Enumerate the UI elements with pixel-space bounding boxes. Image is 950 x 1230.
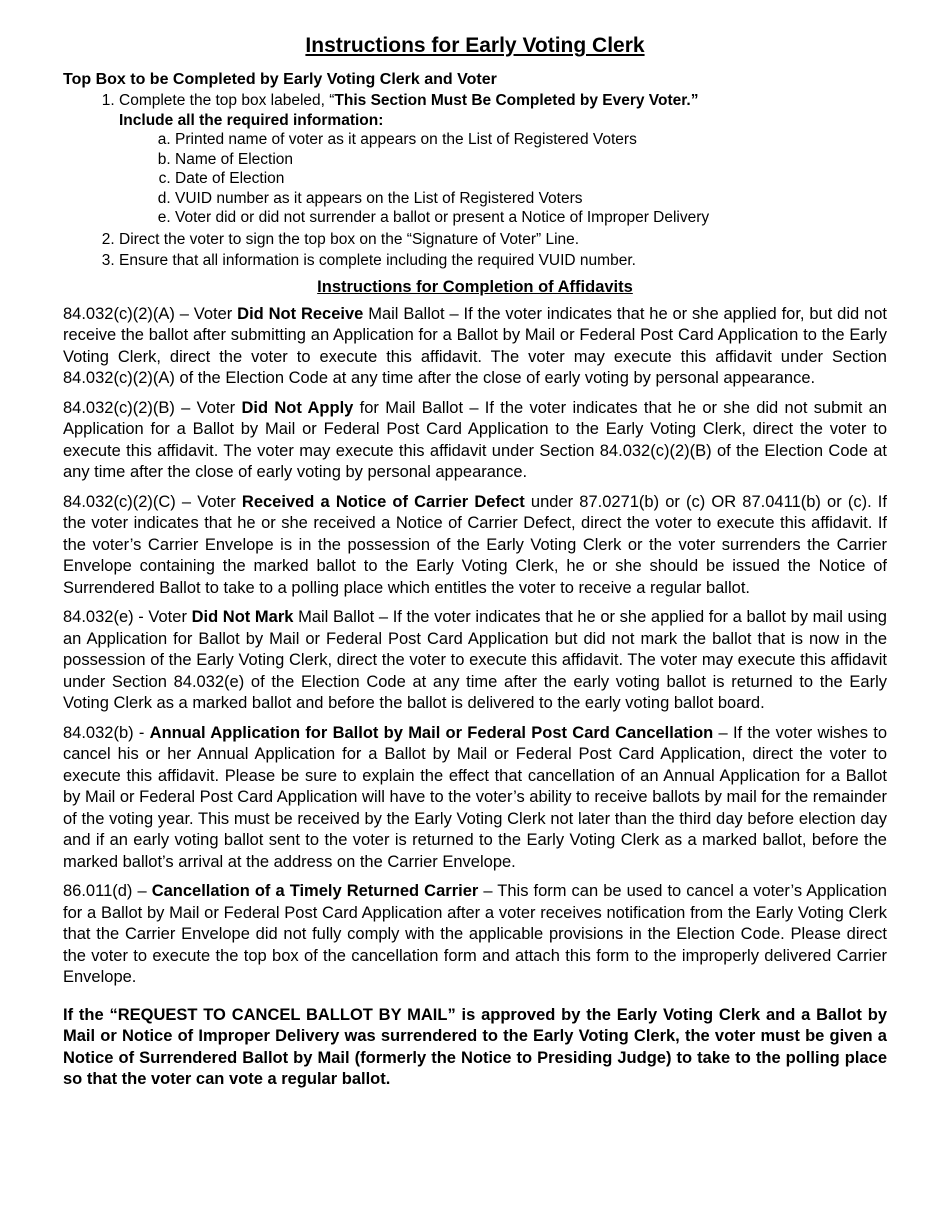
affidavit-code: 86.011(d) – bbox=[63, 882, 152, 900]
affidavits-heading: Instructions for Completion of Affidavits bbox=[317, 277, 633, 296]
affidavit-paragraph-annual-cancellation bbox=[63, 723, 887, 874]
affidavit-title: Did Not Receive bbox=[237, 304, 364, 323]
affidavit-title: Did Not Apply bbox=[241, 398, 354, 417]
affidavit-paragraph-timely-returned-carrier bbox=[63, 881, 887, 989]
top-box-steps bbox=[63, 91, 887, 271]
instruction-page bbox=[63, 32, 887, 1091]
affidavit-body: under 87.0271(b) or (c) OR 87.0411(b) or (c). If the voter indicates that he or she received a Notice of Carrier Defect, direct the voter to execute this affidavit. If the voter’s Carrier Envelope is in the possession of the Early Voting Clerk or the voter surrenders the Carrier Envelope containing the marked ballot to the Early Voting Clerk, he or she should be issued the Notice of Surrendered Ballot to take to a polling place which entitles the voter to receive a regular ballot. bbox=[63, 492, 887, 597]
affidavit-code: 84.032(e) - Voter bbox=[63, 608, 192, 626]
affidavit-body: – This form can be used to cancel a voter’s Application for a Ballot by Mail or Federal Post Card Application after a voter receives notification from the Early Voting Clerk that the Carrier Envelope did not fully comply with the applicable provisions in the Election Code. Please direct the voter to execute the top box of the cancellation form and attach this form to the improperly delivered Carrier Envelope. bbox=[63, 882, 887, 986]
step-1-bold-text: This Section Must Be Completed by Every Voter.” bbox=[334, 92, 699, 109]
affidavit-title: Annual Application for Ballot by Mail or Federal Post Card Cancellation bbox=[149, 723, 714, 742]
affidavit-code: 84.032(c)(2)(B) – Voter bbox=[63, 398, 242, 417]
affidavit-body: Mail Ballot – If the voter indicates that he or she applied for a ballot by mail using an Application for Ballot by Mail or Federal Post Card Application but did not mark the ballot that is now in the possession of the Early Voting Clerk, direct the voter to execute this affidavit. The voter may execute this affidavit under Section 84.032(e) of the Election Code at any time after the early voting ballot is returned to the Early Voting Clerk as a marked ballot and before the ballot is delivered to the early voting ballot board. bbox=[63, 608, 887, 712]
affidavit-paragraph-did-not-receive bbox=[63, 304, 887, 390]
affidavit-paragraph-carrier-defect bbox=[63, 492, 887, 600]
affidavit-paragraph-did-not-mark bbox=[63, 607, 887, 715]
required-info-item: a. Printed name of voter as it appears on the List of Registered Voters bbox=[175, 130, 887, 150]
required-info-item: c. Date of Election bbox=[175, 169, 887, 189]
affidavit-body: Mail Ballot – If the voter indicates that he or she applied for, but did not receive the ballot after submitting an Application for a Ballot by Mail or Federal Post Card Application to the Early Voting Clerk, direct the voter to execute this affidavit. The voter may execute this affidavit under Section 84.032(c)(2)(A) of the Election Code at any time after the close of early voting by personal appearance. bbox=[63, 304, 887, 387]
required-info-item: e. Voter did or did not surrender a ballot or present a Notice of Improper Delivery bbox=[175, 208, 887, 228]
affidavit-paragraph-did-not-apply bbox=[63, 398, 887, 484]
step-1-text: Complete the top box labeled, “ bbox=[119, 92, 335, 109]
affidavit-code: 84.032(c)(2)(C) – Voter bbox=[63, 492, 242, 511]
page-title: Instructions for Early Voting Clerk bbox=[305, 34, 645, 57]
step-3: 3. Ensure that all information is complete including the required VUID number. bbox=[119, 251, 887, 271]
final-note: If the “REQUEST TO CANCEL BALLOT BY MAIL” is approved by the Early Voting Clerk and a Ballot by Mail or Notice of Improper Delivery was surrendered to the Early Voting Clerk, the voter must be given a Notice of Surrendered Ballot by Mail (formerly the Notice to Presiding Judge) to take to the polling place so that the voter can vote a regular ballot. bbox=[63, 1005, 887, 1088]
affidavit-title: Cancellation of a Timely Returned Carrier bbox=[151, 882, 479, 900]
affidavit-title: Received a Notice of Carrier Defect bbox=[241, 492, 525, 511]
required-info-list bbox=[119, 130, 887, 228]
step-2: 2. Direct the voter to sign the top box on the “Signature of Voter” Line. bbox=[119, 230, 887, 250]
affidavit-code: 84.032(c)(2)(A) – Voter bbox=[63, 304, 238, 323]
affidavit-body: for Mail Ballot – If the voter indicates that he or she did not submit an Application for a Ballot by Mail or Federal Post Card Application to the Early Voting Clerk, direct the voter to execute this affidavit. The voter may execute this affidavit under Section 84.032(c)(2)(B) of the Election Code at any time after the close of early voting by personal appearance. bbox=[63, 398, 887, 481]
required-info-item: b. Name of Election bbox=[175, 150, 887, 170]
top-box-heading: Top Box to be Completed by Early Voting Clerk and Voter bbox=[63, 71, 497, 88]
step-1-line2: Include all the required information: bbox=[119, 111, 384, 129]
affidavit-code: 84.032(b) - bbox=[63, 723, 150, 742]
required-info-item: d. VUID number as it appears on the List of Registered Voters bbox=[175, 189, 887, 209]
step-1 bbox=[119, 91, 887, 228]
affidavit-body: – If the voter wishes to cancel his or her Annual Application for a Ballot by Mail or Federal Post Card Application, direct the voter to execute this affidavit. Please be sure to explain the effect that cancellation of an Annual Application for a Ballot by Mail or Federal Post Card Application will have to the voter’s ability to receive ballots by mail for the remainder of the voting year. This must be received by the Early Voting Clerk not later than the third day before election day and if an early voting ballot sent to the voter is returned to the Early Voting Clerk as a marked ballot, before the marked ballot’s arrival at the address on the Carrier Envelope. bbox=[63, 723, 887, 871]
affidavit-title: Did Not Mark bbox=[191, 608, 294, 626]
